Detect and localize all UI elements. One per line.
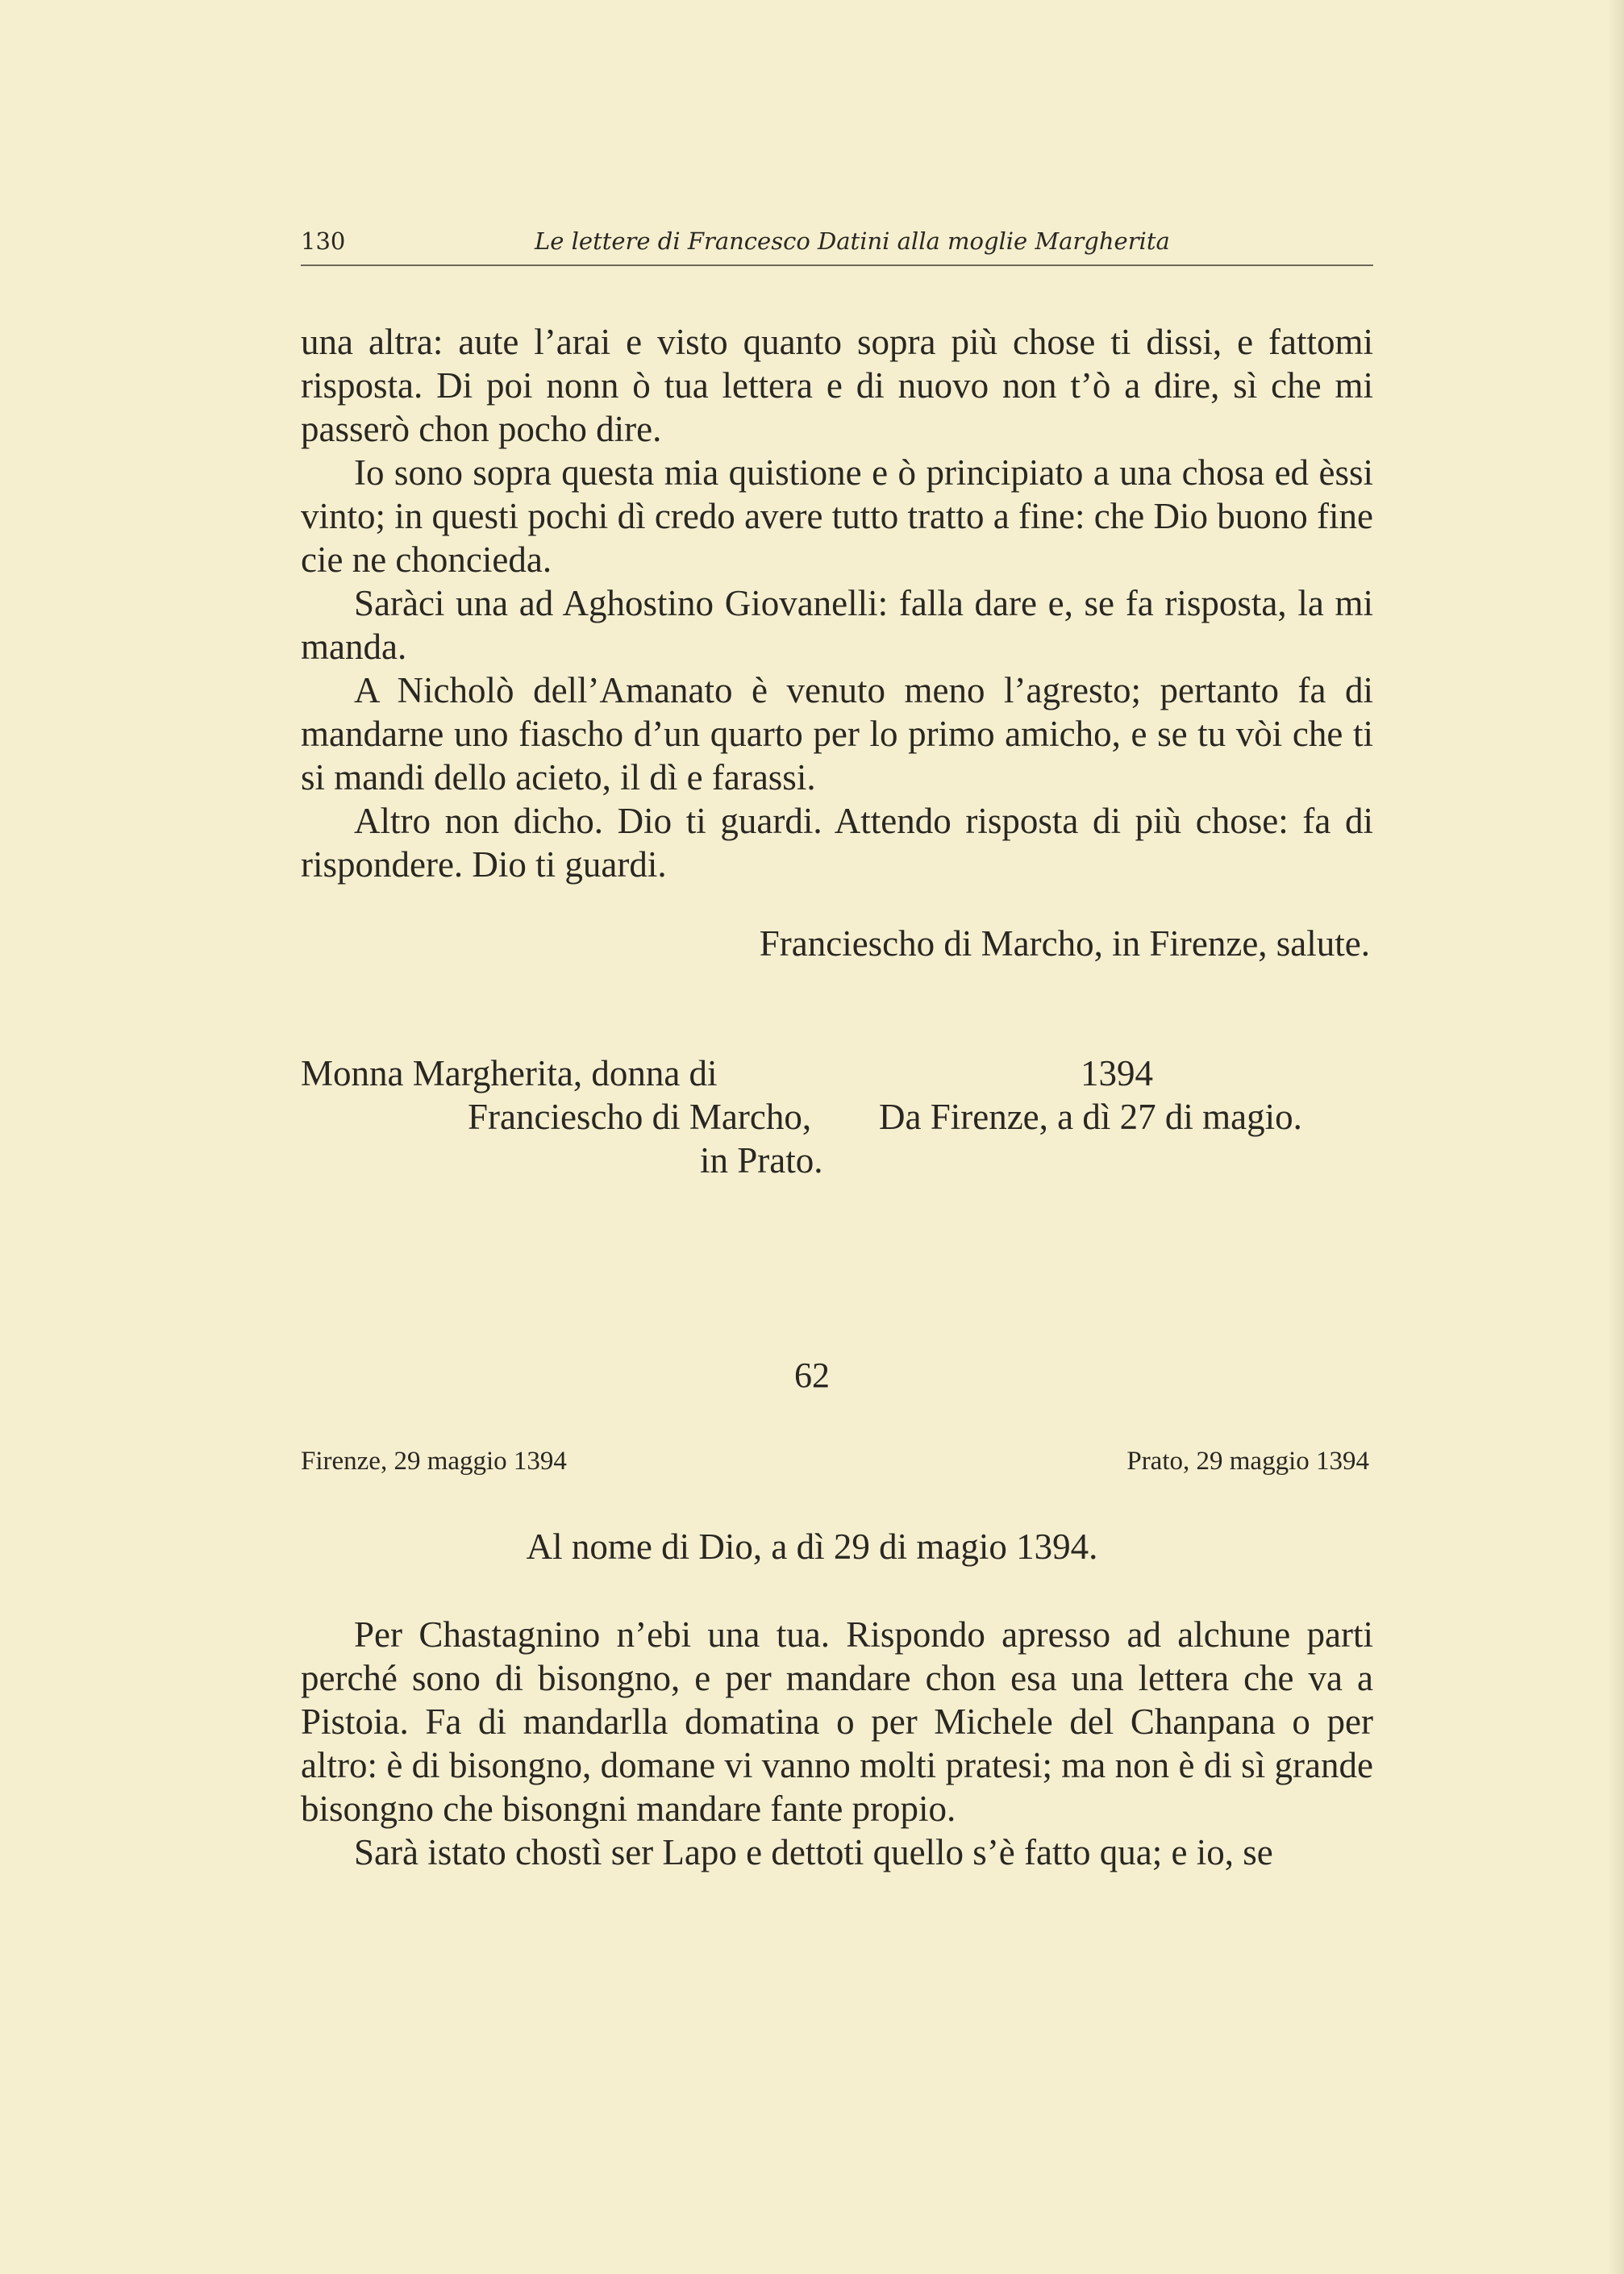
address-line-2: Franciescho di Marcho, [468, 1097, 812, 1137]
paragraph: Sarà istato chostì ser Lapo e dettoti quello s’è fatto qua; e io, se [354, 1832, 1273, 1872]
address-line-1: Monna Margherita, donna di [301, 1053, 718, 1093]
paragraph: Saràci una ad Aghostino Giovanelli: falla dare e, se fa risposta, la mi manda. [301, 583, 1373, 667]
paragraph: A Nicholò dell’Amanato è venuto meno l’agresto; pertanto fa di mandarne uno fiascho d’un quarto per lo primo amicho, e se tu vòi che ti si mandi dello acieto, il dì e farassi. [301, 670, 1373, 798]
page-edge-shadow [1608, 0, 1624, 2274]
paragraph: una altra: aute l’arai e visto quanto sopra più chose ti dissi, e fattomi risposta. Di poi nonn ò tua lettera e di nuovo non t’ò a dire, sì che mi passerò chon pocho dire. [301, 322, 1373, 449]
running-title: Le lettere di Francesco Datini alla moglie Margherita [535, 227, 1170, 255]
letter-61-body [301, 320, 1373, 886]
sender-place-date: Firenze, 29 maggio 1394 [301, 1447, 567, 1476]
signature: Franciescho di Marcho, in Firenze, salute. [759, 923, 1370, 964]
running-header [301, 224, 1373, 266]
letter-number: 62 [794, 1356, 830, 1395]
letter-62-body [301, 1613, 1373, 1874]
letter-dateline: Al nome di Dio, a dì 29 di magio 1394. [526, 1526, 1098, 1567]
address-line-3: in Prato. [700, 1140, 823, 1181]
page-number: 130 [301, 227, 346, 255]
date-line: Da Firenze, a dì 27 di magio. [879, 1097, 1302, 1137]
paragraph: Per Chastagnino n’ebi una tua. Rispondo apresso ad alchune parti perché sono di bisongno, e per mandare chon esa una lettera che va a Pistoia. Fa di mandarlla domatina o per Michele del Chanpana o per altro: è di bisongno, domane vi vanno molti pratesi; ma non è di sì grande bisongno che bisongni mandare fante propio. [301, 1614, 1373, 1829]
date-year: 1394 [1081, 1053, 1153, 1093]
paragraph: Io sono sopra questa mia quistione e ò principiato a una chosa ed èssi vinto; in questi pochi dì credo avere tutto tratto a fine: che Dio buono fine cie ne choncieda. [301, 452, 1373, 580]
receiver-place-date: Prato, 29 maggio 1394 [1126, 1447, 1369, 1476]
paragraph: Altro non dicho. Dio ti guardi. Attendo risposta di più chose: fa di rispondere. Dio ti guardi. [301, 801, 1373, 885]
